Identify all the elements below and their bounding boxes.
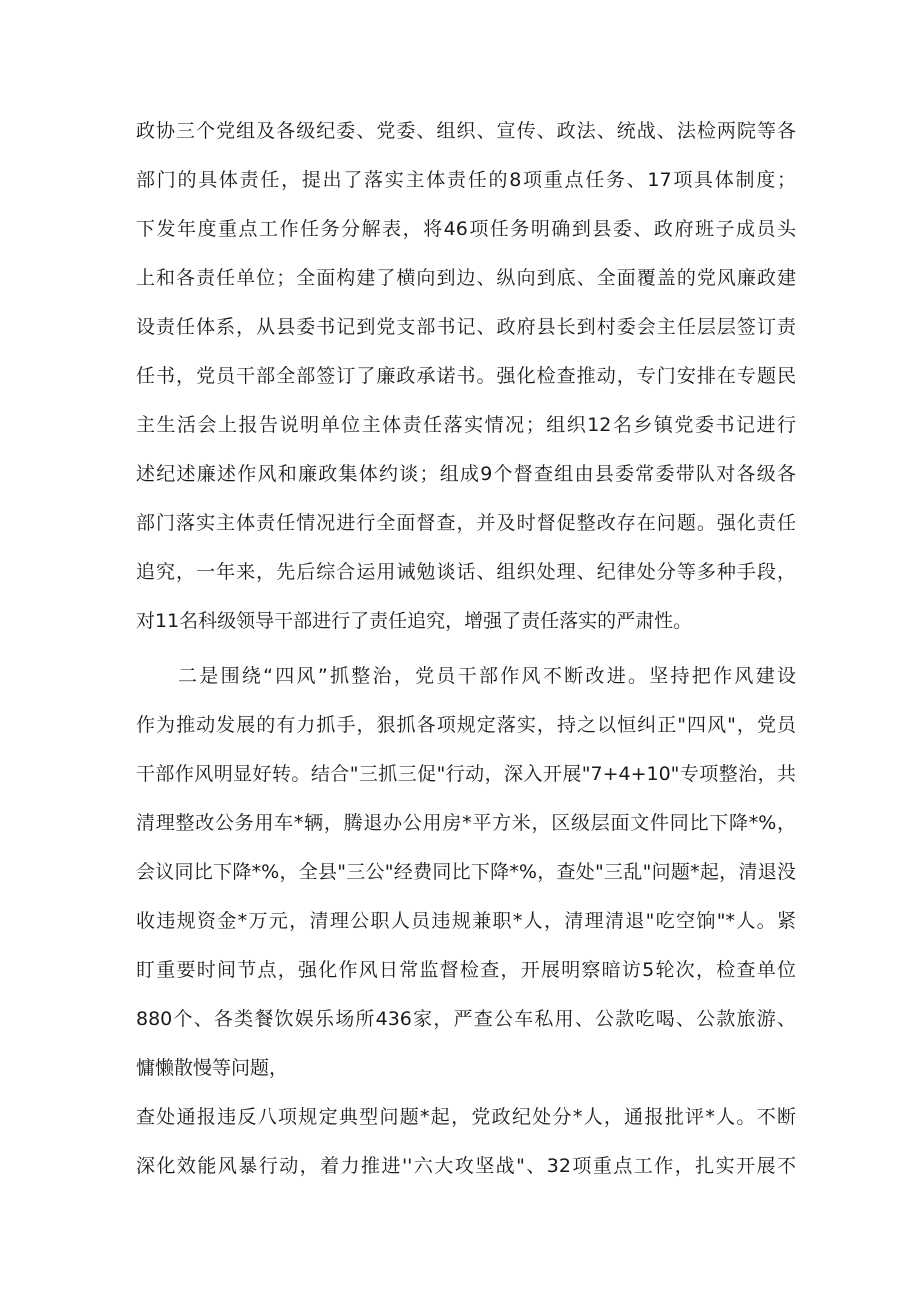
paragraph-1-line-5: 设责任体系，从县委书记到党支部书记、政府县长到村委会主任层层签订责: [136, 316, 796, 338]
paragraph-2-line-3: 干部作风明显好转。结合"三抓三促"行动，深入开展"7+4+10"专项整治，共: [136, 763, 796, 785]
paragraph-1-line-9: 部门落实主体责任情况进行全面督查，并及时督促整改存在问题。强化责任: [136, 512, 796, 534]
paragraph-1-line-11: 对11名科级领导干部进行了责任追究，增强了责任落实的严肃性。: [136, 610, 693, 632]
paragraph-3-line-1: 查处通报违反八项规定典型问题*起，党政纪处分*人，通报批评*人。不断: [136, 1106, 796, 1128]
paragraph-2-line-9: 慵懒散慢等问题，: [136, 1057, 289, 1079]
paragraph-2-line-4: 清理整改公务用车*辆，腾退办公用房*平方米，区级层面文件同比下降*%，: [136, 812, 796, 834]
paragraph-2-line-8: 880个、各类餐饮娱乐场所436家，严查公车私用、公款吃喝、公款旅游、: [136, 1008, 796, 1030]
paragraph-2-line-6: 收违规资金*万元，清理公职人员违规兼职*人，清理清退"吃空饷"*人。紧: [136, 910, 796, 932]
paragraph-1-line-1: 政协三个党组及各级纪委、党委、组织、宣传、政法、统战、法检两院等各: [136, 120, 796, 142]
paragraph-1-line-8: 述纪述廉述作风和廉政集体约谈；组成9个督查组由县委常委带队对各级各: [136, 463, 796, 485]
paragraph-2-line-2: 作为推动发展的有力抓手，狠抓各项规定落实，持之以恒纠正"四风"，党员: [136, 714, 796, 736]
paragraph-1-line-4: 上和各责任单位；全面构建了横向到边、纵向到底、全面覆盖的党风廉政建: [136, 267, 796, 289]
paragraph-2-line-7: 盯重要时间节点，强化作风日常监督检查，开展明察暗访5轮次，检查单位: [136, 959, 796, 981]
paragraph-1-line-7: 主生活会上报告说明单位主体责任落实情况；组织12名乡镇党委书记进行: [136, 414, 796, 436]
paragraph-2-line-5: 会议同比下降*%，全县"三公"经费同比下降*%，查处"三乱"问题*起，清退没: [136, 861, 796, 883]
paragraph-1-line-3: 下发年度重点工作任务分解表，将46项任务明确到县委、政府班子成员头: [136, 218, 796, 240]
paragraph-3-line-2: 深化效能风暴行动，着力推进''六大攻坚战"、32项重点工作，扎实开展不: [136, 1155, 796, 1177]
paragraph-2-line-1: 二是围绕“四风”抓整治，党员干部作风不断改进。坚持把作风建设: [178, 665, 796, 687]
paragraph-1-line-2: 部门的具体责任，提出了落实主体责任的8项重点任务、17项具体制度；: [136, 169, 796, 191]
paragraph-1-line-10: 追究，一年来，先后综合运用诫勉谈话、组织处理、纪律处分等多种手段，: [136, 561, 796, 583]
paragraph-1-line-6: 任书，党员干部全部签订了廉政承诺书。强化检查推动，专门安排在专题民: [136, 365, 796, 387]
